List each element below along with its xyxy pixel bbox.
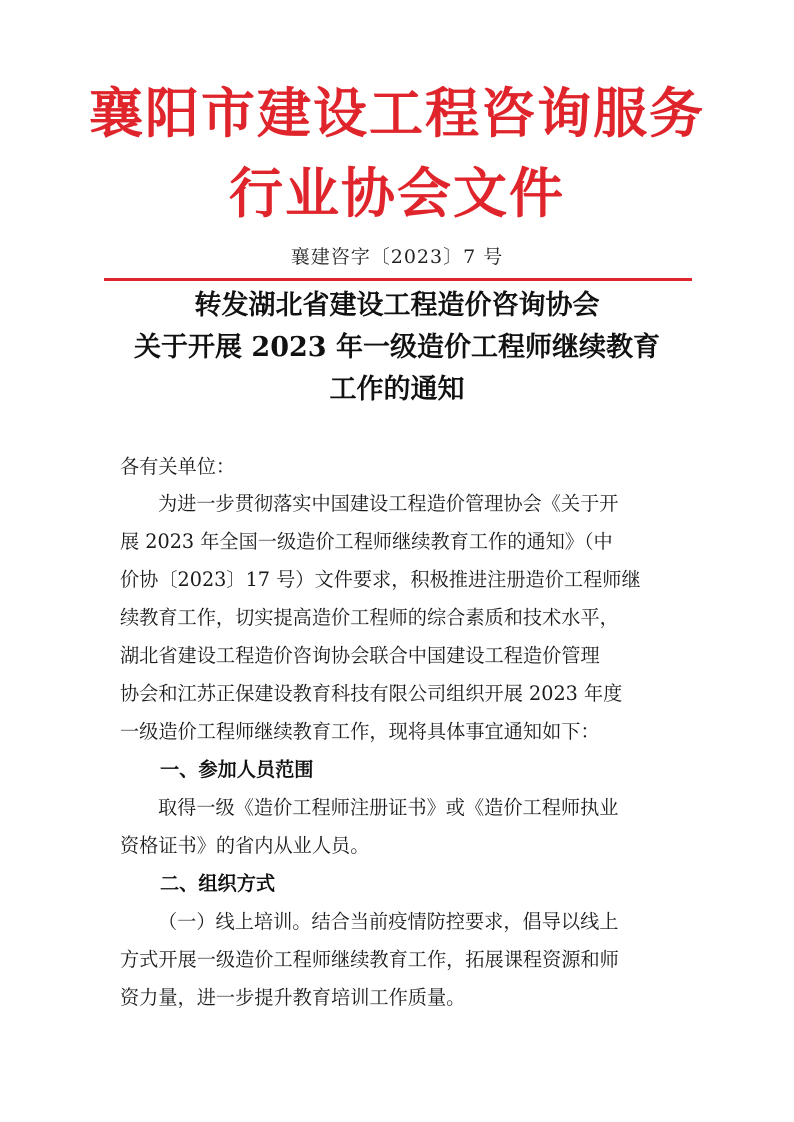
paragraph-line: 展 2023 年全国一级造价工程师继续教育工作的通知》（中 [120, 530, 613, 553]
paragraph-line: 一级造价工程师继续教育工作，现将具体事宜通知如下： [120, 720, 600, 743]
paragraph-line: 资格证书》的省内从业人员。 [120, 834, 370, 857]
paragraph-line: 价协〔2023〕17 号）文件要求，积极推进注册造价工程师继 [120, 568, 641, 591]
notice-title-line2: 关于开展 2023 年一级造价工程师继续教育 [134, 332, 660, 363]
section-heading-organization: 二、组织方式 [160, 872, 276, 895]
salutation: 各有关单位： [120, 455, 236, 478]
paragraph-line: （一）线上培训。结合当前疫情防控要求，倡导以线上 [158, 910, 619, 933]
section-heading-scope: 一、参加人员范围 [160, 758, 314, 781]
org-title-line1: 襄阳市建设工程咨询服务 [89, 82, 705, 145]
org-title-line2: 行业协会文件 [229, 162, 565, 225]
paragraph-line: 方式开展一级造价工程师继续教育工作，拓展课程资源和师 [120, 948, 619, 971]
paragraph-line: 续教育工作，切实提高造价工程师的综合素质和技术水平， [120, 606, 619, 629]
paragraph-line: 为进一步贯彻落实中国建设工程造价管理协会《关于开 [158, 492, 619, 515]
notice-title-line3: 工作的通知 [329, 374, 465, 405]
paragraph-line: 取得一级《造价工程师注册证书》或《造价工程师执业 [158, 796, 619, 819]
paragraph-line: 资力量，进一步提升教育培训工作质量。 [120, 986, 466, 1009]
document-number: 襄建咨字〔2023〕7 号 [290, 246, 504, 268]
paragraph-line: 湖北省建设工程造价咨询协会联合中国建设工程造价管理 [120, 644, 600, 667]
notice-title-line1: 转发湖北省建设工程造价咨询协会 [194, 290, 600, 321]
red-divider-line [104, 278, 692, 281]
paragraph-line: 协会和江苏正保建设教育科技有限公司组织开展 2023 年度 [120, 682, 623, 705]
